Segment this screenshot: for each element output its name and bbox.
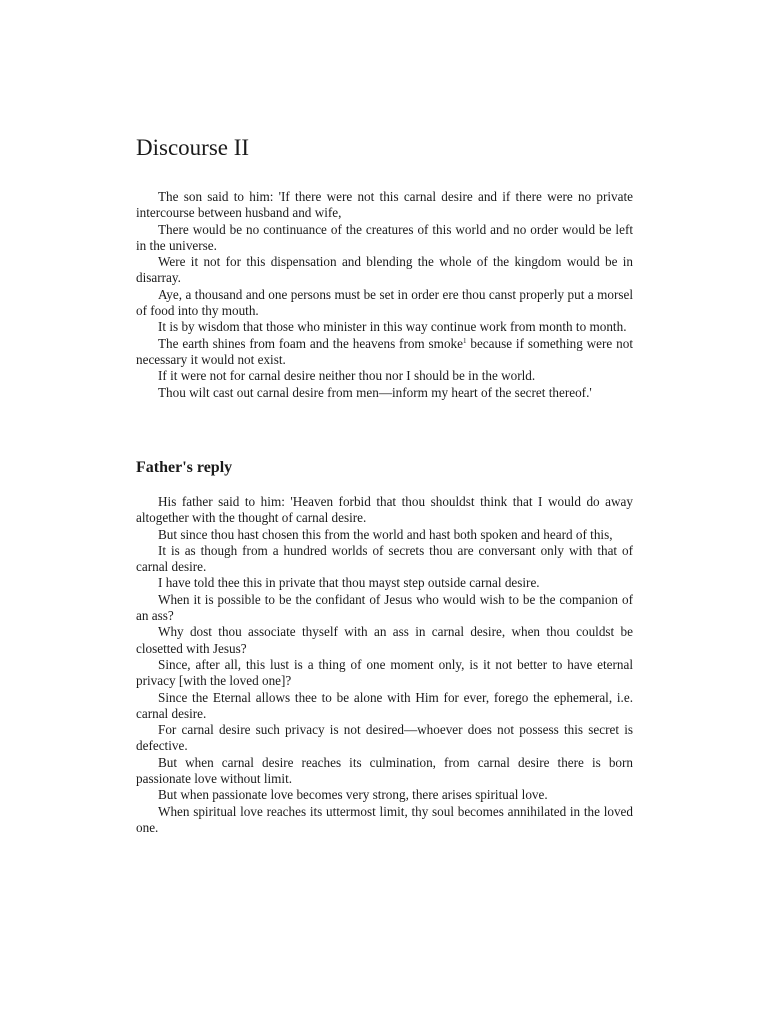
paragraph: Why dost thou associate thyself with an ass in carnal desire, when thou couldst be closetted with Jesus? bbox=[136, 624, 633, 656]
paragraph: Aye, a thousand and one persons must be set in order ere thou canst properly put a morsel of food into thy mouth. bbox=[136, 286, 633, 319]
section-heading: Father's reply bbox=[136, 459, 233, 476]
paragraph: Since, after all, this lust is a thing of one moment only, is it not better to have eternal privacy [with the loved one]? bbox=[136, 656, 633, 689]
paragraph-with-footnote bbox=[136, 336, 633, 369]
footnote-marker: 1 bbox=[462, 336, 467, 345]
paragraph: For carnal desire such privacy is not desired—whoever does not possess this secret is defective. bbox=[136, 722, 633, 754]
paragraph: There would be no continuance of the creatures of this world and no order would be left in the universe. bbox=[136, 221, 633, 253]
paragraph: But when carnal desire reaches its culmination, from carnal desire there is born passionate love without limit. bbox=[136, 754, 633, 787]
paragraph: Thou wilt cast out carnal desire from men—inform my heart of the secret thereof.' bbox=[158, 384, 592, 400]
paragraph: I have told thee this in private that thou mayst step outside carnal desire. bbox=[158, 575, 540, 591]
paragraph: It is by wisdom that those who minister in this way continue work from month to month. bbox=[158, 319, 627, 335]
paragraph: Since the Eternal allows thee to be alone with Him for ever, forego the ephemeral, i.e. carnal desire. bbox=[136, 689, 633, 721]
paragraph: Were it not for this dispensation and blending the whole of the kingdom would be in disarray. bbox=[136, 254, 633, 286]
reply-section bbox=[136, 494, 633, 836]
paragraph: If it were not for carnal desire neither thou nor I should be in the world. bbox=[158, 368, 536, 384]
discourse-section bbox=[136, 189, 633, 401]
paragraph-text: because if something were not necessary it would not exist. bbox=[136, 335, 633, 367]
paragraph: But when passionate love becomes very strong, there arises spiritual love. bbox=[158, 787, 548, 803]
paragraph: It is as though from a hundred worlds of secrets thou are conversant only with that of carnal desire. bbox=[136, 542, 633, 575]
paragraph: His father said to him: 'Heaven forbid that thou shouldst think that I would do away altogether with the thought of carnal desire. bbox=[136, 494, 633, 526]
paragraph: When it is possible to be the confidant of Jesus who would wish to be the companion of an ass? bbox=[136, 591, 633, 624]
paragraph-text: The earth shines from foam and the heavens from smoke bbox=[158, 335, 463, 351]
paragraph: But since thou hast chosen this from the world and hast both spoken and heard of this, bbox=[158, 526, 613, 542]
page-title: Discourse II bbox=[136, 135, 250, 160]
paragraph: The son said to him: 'If there were not this carnal desire and if there were no private intercourse between husband and wife, bbox=[136, 189, 633, 221]
paragraph: When spiritual love reaches its uttermost limit, thy soul becomes annihilated in the loved one. bbox=[136, 803, 633, 835]
